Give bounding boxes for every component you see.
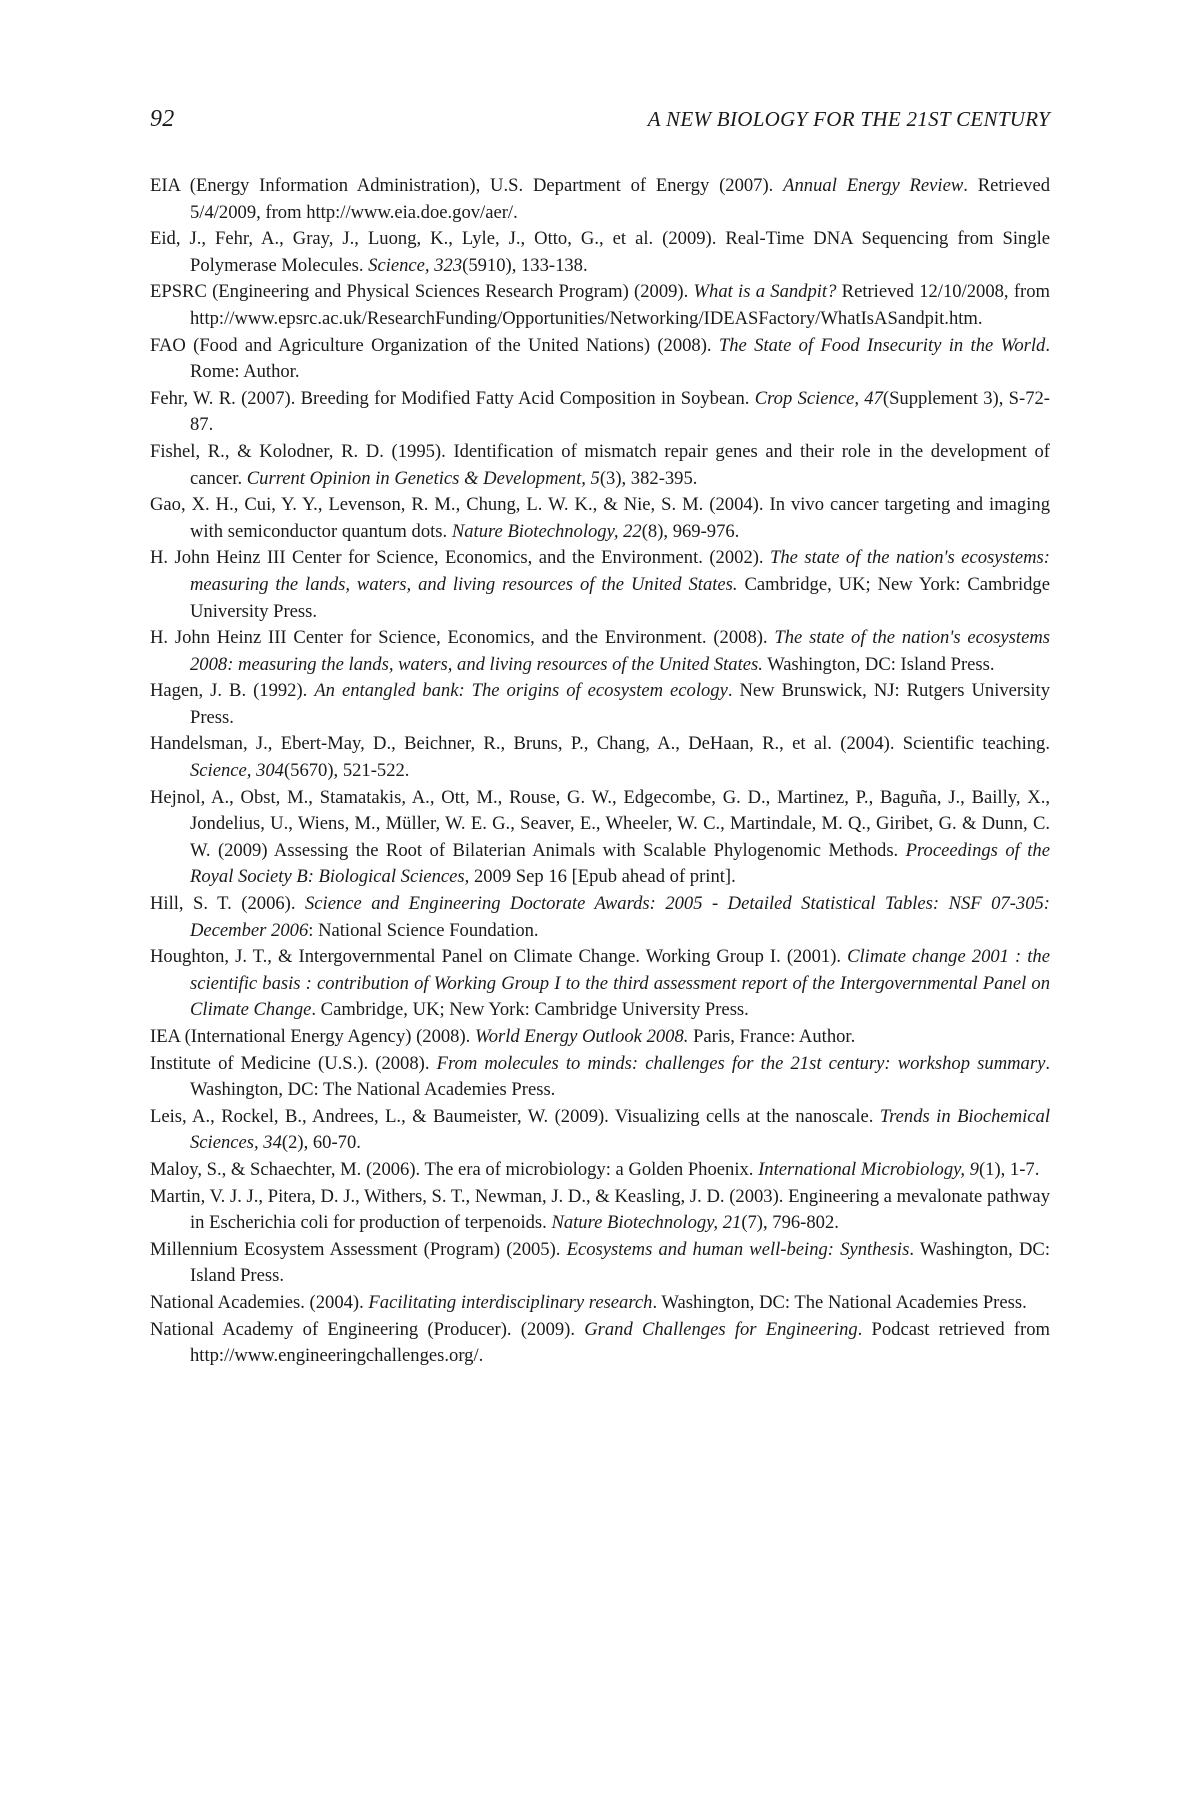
- page-header: [150, 106, 1050, 133]
- reference-title: Facilitating interdisciplinary research: [368, 1291, 653, 1313]
- reference-text: H. John Heinz III Center for Science, Economics, and the Environment. (2008).: [150, 627, 775, 649]
- reference-title: Grand Challenges for Engineering: [584, 1318, 858, 1340]
- reference-title: The state of the nation's ecosystems 2008: measuring the lands, waters, and living resources of the United States.: [190, 627, 1050, 675]
- reference-entry: [150, 439, 1050, 492]
- reference-title: Current Opinion in Genetics & Development, 5: [246, 467, 600, 489]
- reference-details: . Retrieved 5/4/2009, from http://www.eia.doe.gov/aer/.: [190, 175, 1050, 223]
- reference-text: Leis, A., Rockel, B., Andrees, L., & Baumeister, W. (2009). Visualizing cells at the nanoscale.: [150, 1105, 880, 1127]
- reference-entry: [150, 492, 1050, 545]
- reference-title: The State of Food Insecurity in the World: [718, 334, 1046, 356]
- reference-title: Ecosystems and human well-being: Synthesis: [566, 1238, 910, 1260]
- reference-title: The state of the nation's ecosystems: measuring the lands, waters, and living resources of the United States.: [190, 547, 1050, 595]
- reference-text: National Academy of Engineering (Producer). (2009).: [150, 1318, 585, 1340]
- reference-entry: [150, 625, 1050, 678]
- reference-entry: [150, 173, 1050, 226]
- reference-title: International Microbiology, 9: [758, 1158, 979, 1180]
- reference-details: (7), 796-802.: [741, 1212, 839, 1234]
- page-number: 92: [150, 106, 175, 132]
- reference-entry: [150, 279, 1050, 332]
- reference-entry: [150, 1237, 1050, 1290]
- reference-title: Science, 323: [368, 254, 463, 276]
- reference-text: Fishel, R., & Kolodner, R. D. (1995). Identification of mismatch repair genes and their role in the development of cancer.: [150, 440, 1050, 489]
- reference-text: IEA (International Energy Agency) (2008).: [150, 1026, 475, 1047]
- reference-details: . Podcast retrieved from http://www.engineeringchallenges.org/.: [190, 1318, 1050, 1367]
- reference-entry: [150, 545, 1050, 625]
- running-title: A NEW BIOLOGY FOR THE 21ST CENTURY: [647, 107, 1050, 131]
- reference-title: Climate change 2001 : the scientific basis : contribution of Working Group I to the third assessment report of the Intergovernmental Panel on Climate Change: [190, 946, 1050, 1021]
- reference-title: Trends in Biochemical Sciences, 34: [190, 1105, 1050, 1154]
- reference-text: National Academies. (2004).: [150, 1291, 369, 1313]
- reference-title: From molecules to minds: challenges for the 21st century: workshop summary: [436, 1052, 1046, 1074]
- reference-list: [150, 173, 1050, 1370]
- reference-entry: [150, 1317, 1050, 1370]
- reference-entry: [150, 1024, 1050, 1051]
- reference-entry: [150, 731, 1050, 784]
- reference-details: (2), 60-70.: [281, 1132, 361, 1154]
- reference-title: World Energy Outlook 2008.: [474, 1026, 689, 1047]
- reference-details: (3), 382-395.: [599, 467, 698, 489]
- reference-details: . New Brunswick, NJ: Rutgers University Press.: [190, 680, 1050, 728]
- reference-text: Maloy, S., & Schaechter, M. (2006). The era of microbiology: a Golden Phoenix.: [150, 1158, 759, 1180]
- reference-text: Hejnol, A., Obst, M., Stamatakis, A., Ott, M., Rouse, G. W., Edgecombe, G. D., Martinez, P., Baguña, J., Bailly, X., Jondelius, U., Wiens, M., Müller, W. E. G., Seaver, E., Wheeler, W. C., Martindale, M. Q., Giribet, G. & Dunn, C. W. (2009) Assessing the Root of Bilaterian Animals with Scalable Phylogenomic Methods.: [150, 786, 1050, 861]
- reference-entry: [150, 1051, 1050, 1104]
- reference-details: . Washington, DC: The National Academies Press.: [190, 1052, 1050, 1101]
- reference-text: Hagen, J. B. (1992).: [150, 680, 315, 702]
- reference-entry: [150, 1104, 1050, 1157]
- reference-text: Martin, V. J. J., Pitera, D. J., Withers, S. T., Newman, J. D., & Keasling, J. D. (2003). Engineering a mevalonate pathway in Escherichia coli for production of terpenoids.: [150, 1185, 1050, 1234]
- reference-details: Washington, DC: Island Press.: [762, 653, 995, 675]
- reference-details: Retrieved 12/10/2008, from http://www.epsrc.ac.uk/ResearchFunding/Opportunities/Networking/IDEASFactory/WhatIsASandpit.htm.: [190, 281, 1050, 329]
- reference-title: Crop Science, 47: [754, 387, 883, 409]
- reference-details: (5670), 521-522.: [283, 760, 410, 782]
- reference-title: An entangled bank: The origins of ecosystem ecology: [314, 680, 728, 702]
- reference-details: Cambridge, UK; New York: Cambridge University Press.: [190, 573, 1050, 622]
- reference-title: Annual Energy Review: [783, 175, 964, 196]
- reference-title: Proceedings of the Royal Society B: Biological Sciences: [190, 839, 1050, 888]
- reference-text: Fehr, W. R. (2007). Breeding for Modified Fatty Acid Composition in Soybean.: [150, 387, 755, 409]
- reference-details: . Cambridge, UK; New York: Cambridge University Press.: [311, 999, 749, 1021]
- reference-text: EIA (Energy Information Administration), U.S. Department of Energy (2007).: [150, 175, 784, 196]
- reference-entry: [150, 944, 1050, 1024]
- reference-details: . Washington, DC: Island Press.: [190, 1238, 1050, 1287]
- reference-title: Science, 304: [190, 760, 284, 782]
- reference-text: Houghton, J. T., & Intergovernmental Panel on Climate Change. Working Group I. (2001).: [150, 946, 848, 968]
- reference-details: . Washington, DC: The National Academies Press.: [652, 1291, 1027, 1313]
- reference-text: Institute of Medicine (U.S.). (2008).: [150, 1052, 437, 1074]
- reference-text: FAO (Food and Agriculture Organization of the United Nations) (2008).: [150, 334, 719, 356]
- reference-entry: [150, 1290, 1050, 1317]
- reference-entry: [150, 226, 1050, 279]
- reference-entry: [150, 785, 1050, 891]
- reference-details: Paris, France: Author.: [688, 1026, 856, 1047]
- reference-text: H. John Heinz III Center for Science, Economics, and the Environment. (2002).: [150, 547, 771, 569]
- reference-title: Nature Biotechnology, 22: [451, 520, 642, 542]
- reference-text: Millennium Ecosystem Assessment (Program) (2005).: [150, 1238, 567, 1260]
- reference-details: (5910), 133-138.: [462, 254, 588, 276]
- reference-text: EPSRC (Engineering and Physical Sciences Research Program) (2009).: [150, 281, 694, 303]
- reference-entry: [150, 678, 1050, 731]
- reference-text: Hill, S. T. (2006).: [150, 893, 305, 915]
- reference-details: (8), 969-976.: [641, 520, 740, 542]
- reference-entry: [150, 1184, 1050, 1237]
- reference-title: What is a Sandpit?: [693, 281, 837, 303]
- reference-entry: [150, 386, 1050, 439]
- reference-entry: [150, 333, 1050, 386]
- reference-entry: [150, 1157, 1050, 1184]
- reference-text: Handelsman, J., Ebert-May, D., Beichner, R., Bruns, P., Chang, A., DeHaan, R., et al. (2004). Scientific teaching.: [150, 733, 1050, 755]
- reference-details: (Supplement 3), S-72-87.: [190, 387, 1050, 436]
- reference-details: (1), 1-7.: [978, 1158, 1040, 1180]
- reference-entry: [150, 891, 1050, 944]
- reference-details: . Rome: Author.: [190, 334, 1051, 383]
- reference-title: Science and Engineering Doctorate Awards: 2005 - Detailed Statistical Tables: NSF 07-305: December 2006: [190, 893, 1050, 941]
- reference-text: Eid, J., Fehr, A., Gray, J., Luong, K., Lyle, J., Otto, G., et al. (2009). Real-Time DNA Sequencing from Single Polymerase Molecules.: [150, 228, 1050, 276]
- reference-details: : National Science Foundation.: [308, 919, 539, 941]
- reference-text: Gao, X. H., Cui, Y. Y., Levenson, R. M., Chung, L. W. K., & Nie, S. M. (2004). In vivo cancer targeting and imaging with semiconductor quantum dots.: [150, 494, 1050, 542]
- reference-details: , 2009 Sep 16 [Epub ahead of print].: [464, 866, 736, 888]
- reference-title: Nature Biotechnology, 21: [551, 1212, 742, 1234]
